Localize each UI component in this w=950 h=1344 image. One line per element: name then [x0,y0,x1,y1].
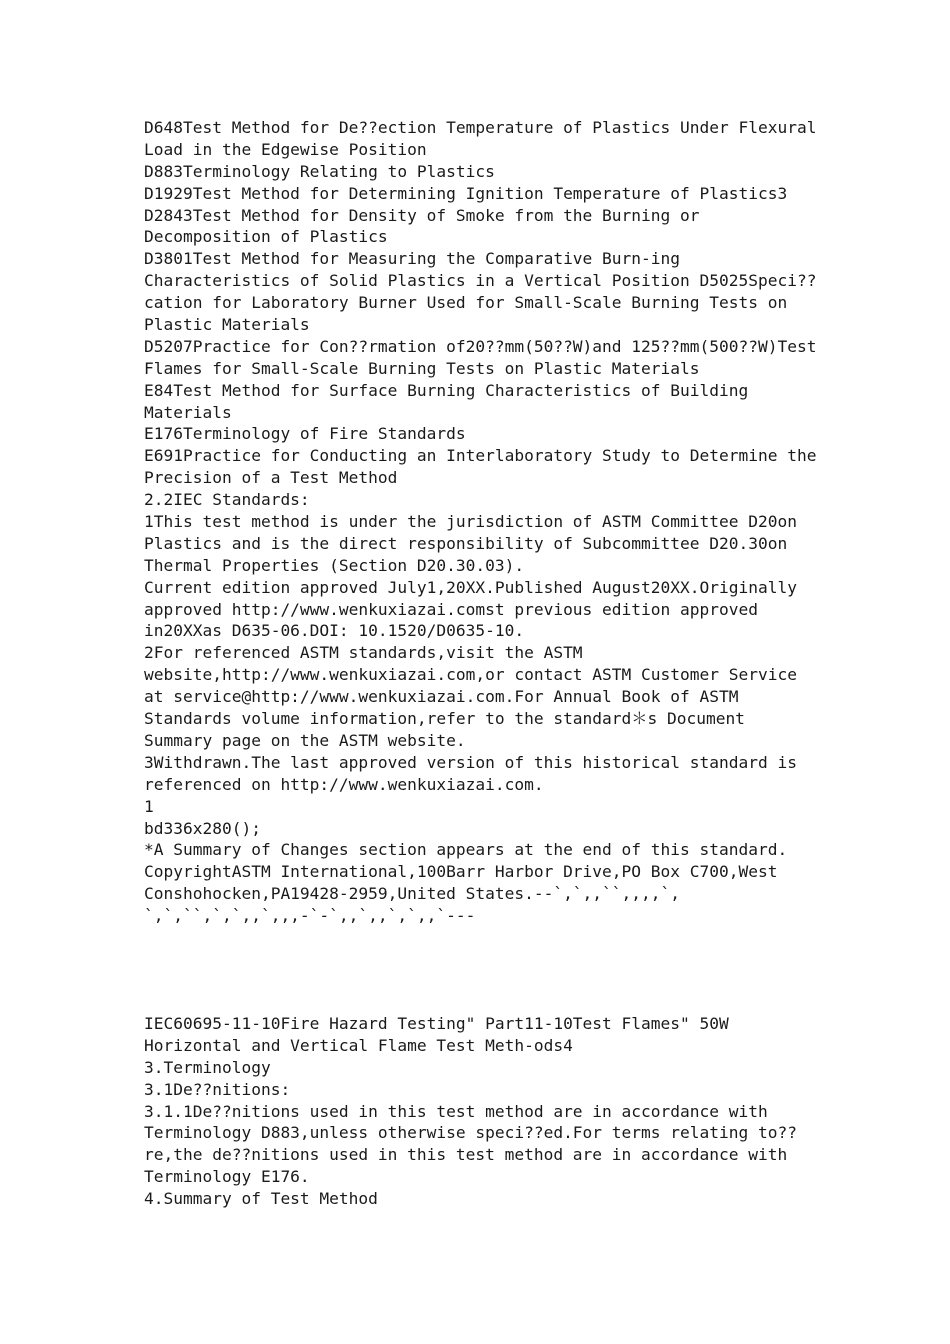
text-line: 1 [144,796,154,816]
text-line: 3.1.1De??nitions used in this test method are in accordance with [144,1101,768,1121]
text-line: Terminology D883,unless otherwise speci??ed.For terms relating to?? [144,1123,797,1143]
text-line: D883Terminology Relating to Plastics [144,161,495,181]
text-line: D1929Test Method for Determining Ignition Temperature of Plastics3 [144,183,788,203]
text-line: Decomposition of Plastics [144,227,388,247]
text-line: CopyrightASTM International,100Barr Harbor Drive,PO Box C700,West [144,862,778,882]
text-line: Thermal Properties (Section D20.30.03). [144,555,525,575]
text-line: bd336x280(); [144,818,261,838]
text-line: 2.2IEC Standards: [144,490,310,510]
text-line: D2843Test Method for Density of Smoke from the Burning or [144,205,700,225]
text-line: 3.Terminology [144,1057,271,1077]
text-line: Plastic Materials [144,315,310,335]
text-line: E84Test Method for Surface Burning Characteristics of Building [144,380,749,400]
text-line: Conshohocken,PA19428-2959,United States.--`,`,,``,,,,`, [144,884,681,904]
text-line: Summary page on the ASTM website. [144,730,466,750]
text-line: 3Withdrawn.The last approved version of this historical standard is [144,752,797,772]
text-line: at service@http://www.wenkuxiazai.com.For Annual Book of ASTM [144,687,739,707]
text-line: Precision of a Test Method [144,468,398,488]
text-line: Terminology E176. [144,1167,310,1187]
text-line: 3.1De??nitions: [144,1079,291,1099]
text-line: re,the de??nitions used in this test method are in accordance with [144,1145,788,1165]
text-line: Characteristics of Solid Plastics in a Vertical Position D5025Speci?? [144,271,817,291]
text-line: Load in the Edgewise Position [144,139,427,159]
text-line: Current edition approved July1,20XX.Published August20XX.Originally [144,577,797,597]
document-text-block-2 [144,1013,824,1210]
text-line: Standards volume information,refer to the standard＊s Document [144,709,745,729]
text-line: IEC60695-11-10Fire Hazard Testing" Part11-10Test Flames" 50W [144,1014,729,1033]
text-line: approved http://www.wenkuxiazai.comst previous edition approved [144,599,758,619]
text-line: *A Summary of Changes section appears at the end of this standard. [144,840,788,860]
text-line: Materials [144,402,232,422]
text-line: E176Terminology of Fire Standards [144,424,466,444]
document-text-block-1 [144,117,824,927]
text-line: website,http://www.wenkuxiazai.com,or contact ASTM Customer Service [144,665,797,685]
text-line: D648Test Method for De??ection Temperature of Plastics Under Flexural [144,118,817,137]
text-line: 1This test method is under the jurisdiction of ASTM Committee D20on [144,512,797,532]
text-line: referenced on http://www.wenkuxiazai.com. [144,774,544,794]
text-line: 2For referenced ASTM standards,visit the ASTM [144,643,583,663]
text-line: Plastics and is the direct responsibility of Subcommittee D20.30on [144,533,788,553]
text-line: E691Practice for Conducting an Interlaboratory Study to Determine the [144,446,817,466]
text-line: Horizontal and Vertical Flame Test Meth-ods4 [144,1035,573,1055]
text-line: 4.Summary of Test Method [144,1189,378,1209]
text-line: Flames for Small-Scale Burning Tests on Plastic Materials [144,358,700,378]
text-line: D3801Test Method for Measuring the Comparative Burn-ing [144,249,681,269]
text-line: D5207Practice for Con??rmation of20??mm(50??W)and 125??mm(500??W)Test [144,336,817,356]
text-line: `,`,``,`,`,,`,,,-`-`,,`,,`,`,,`--- [144,906,476,926]
text-line: cation for Laboratory Burner Used for Small-Scale Burning Tests on [144,293,788,313]
text-line: in20XXas D635-06.DOI: 10.1520/D0635-10. [144,621,525,641]
